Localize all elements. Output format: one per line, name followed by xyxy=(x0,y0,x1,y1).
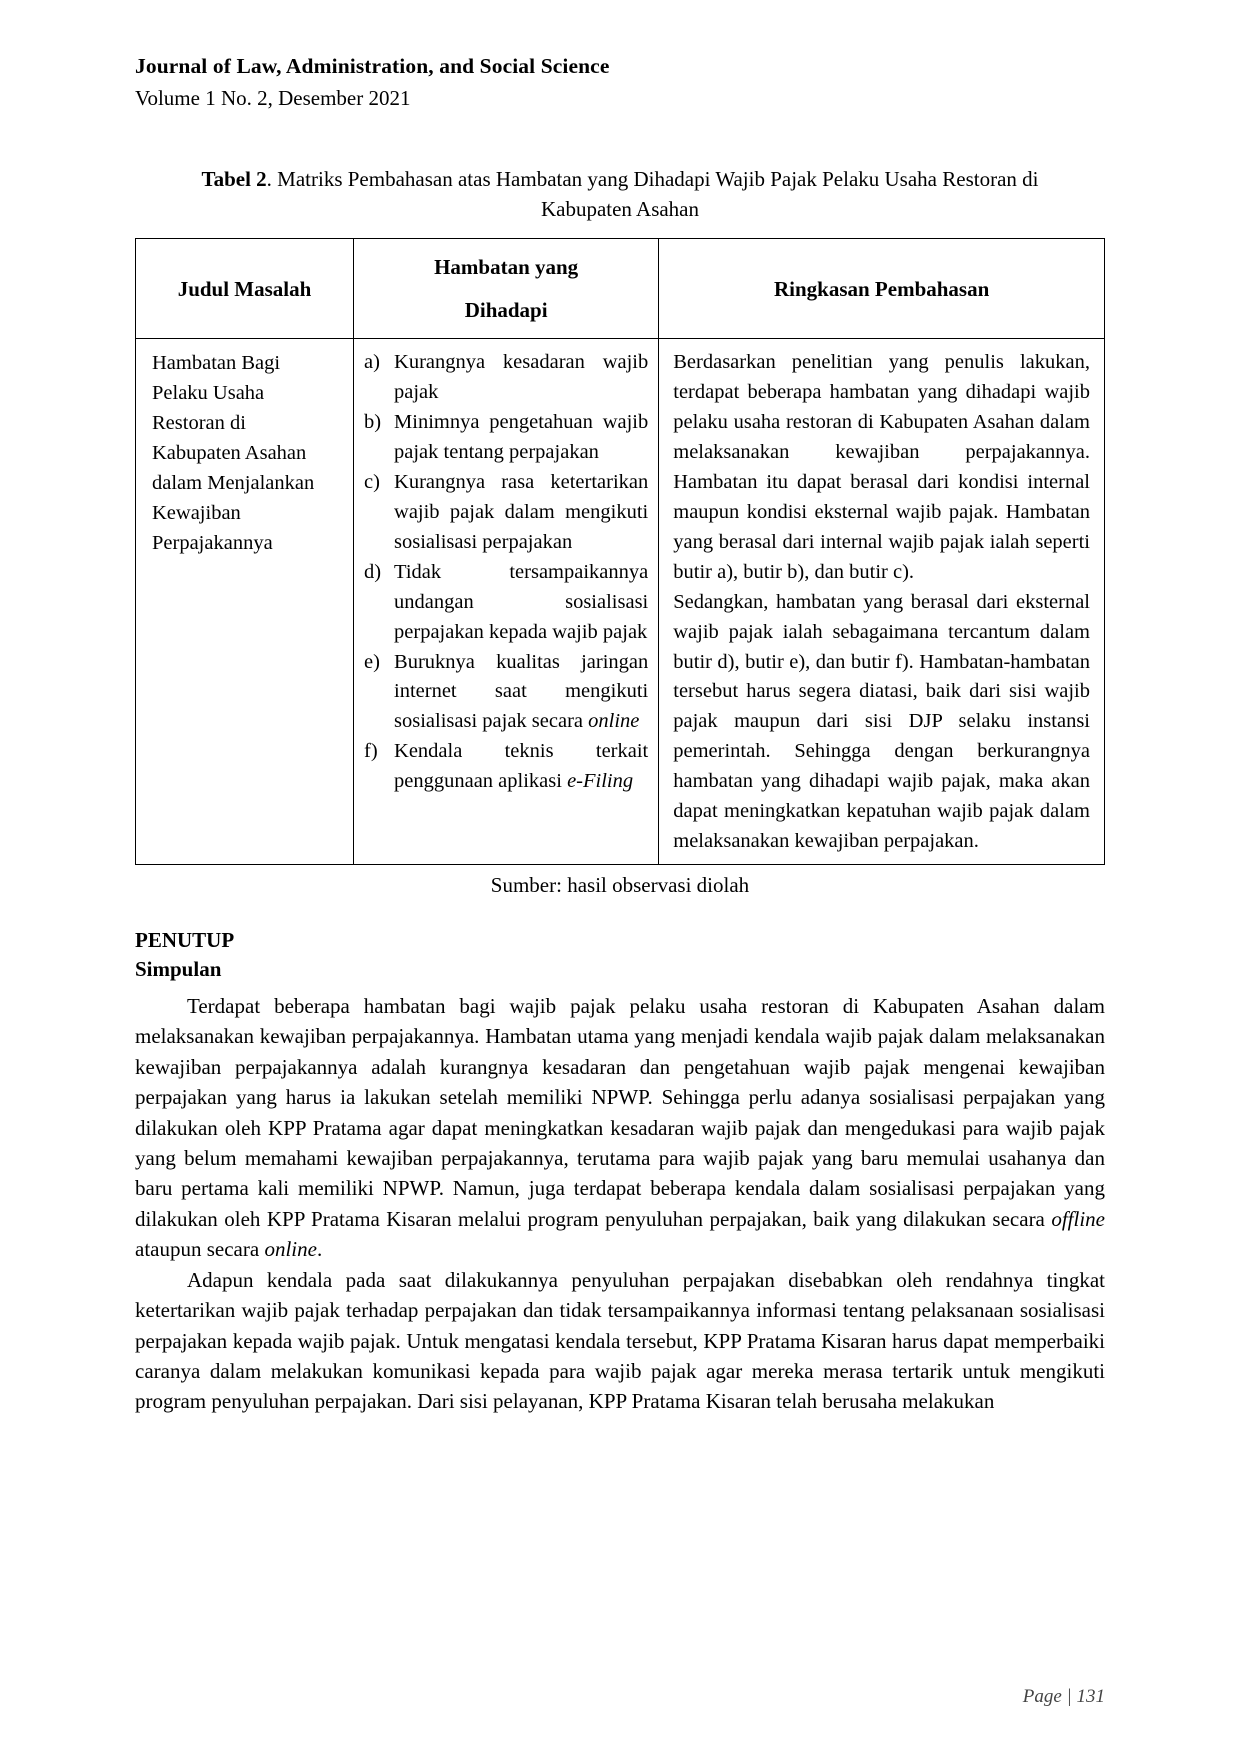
list-text: Tidak tersampaikannya undangan sosialisasi perpajakan kepada wajib pajak xyxy=(394,560,649,643)
list-text: Minimnya pengetahuan wajib pajak tentang perpajakan xyxy=(394,411,649,464)
table-caption-label: Tabel 2 xyxy=(201,167,267,192)
header-hambatan-line1: Hambatan yang xyxy=(434,255,579,280)
header-cell-ringkasan: Ringkasan Pembahasan xyxy=(659,239,1105,339)
paragraph-italic-offline: offline xyxy=(1051,1206,1105,1231)
page-footer: Page | 131 xyxy=(1022,1686,1105,1707)
list-marker: a) xyxy=(364,351,380,374)
list-item xyxy=(364,468,648,558)
ringkasan-paragraph: Sedangkan, hambatan yang berasal dari eksternal wajib pajak ialah sebagaimana tercantum dalam butir d), butir e), dan butir f). Hambatan-hambatan tersebut harus segera diatasi, baik dari sisi wajib pajak maupun dari sisi DJP selaku instansi pemerintah. Sehingga dengan berkurangnya hambatan yang dihadapi wajib pajak, maka akan dapat meningkatkan kepatuhan wajib pajak dalam melaksanakan kewajiban perpajakan. xyxy=(673,590,1090,853)
judul-line: Kabupaten Asahan xyxy=(152,442,307,465)
ringkasan-paragraph: Berdasarkan penelitian yang penulis lakukan, terdapat beberapa hambatan yang dihadapi wajib pelaku usaha restoran di Kabupaten Asahan dalam melaksanakan kewajiban perpajakannya. Hambatan itu dapat berasal dari kondisi internal maupun kondisi eksternal wajib pajak. Hambatan yang berasal dari internal wajib pajak ialah seperti butir a), butir b), dan butir c). xyxy=(673,351,1090,583)
hambatan-list xyxy=(364,348,648,797)
table-header-row xyxy=(136,239,1105,339)
list-text: Buruknya kualitas jaringan internet saat mengikuti sosialisasi pajak secara xyxy=(394,650,649,733)
header-cell-hambatan xyxy=(354,239,659,339)
judul-line: Perpajakannya xyxy=(152,531,273,554)
cell-hambatan xyxy=(354,339,659,865)
paragraph-text: ataupun secara xyxy=(135,1237,265,1262)
journal-title: Journal of Law, Administration, and Social Science xyxy=(135,54,610,78)
paragraph-text: . xyxy=(316,1237,323,1262)
section-subheading-simpulan: Simpulan xyxy=(135,957,222,982)
judul-line: dalam Menjalankan xyxy=(152,472,315,495)
header-cell-judul-masalah: Judul Masalah xyxy=(136,239,354,339)
list-text: Kurangnya kesadaran wajib pajak xyxy=(394,351,649,404)
list-marker: b) xyxy=(364,411,382,434)
judul-line: Pelaku Usaha xyxy=(152,382,265,405)
closing-paragraph-2: Adapun kendala pada saat dilakukannya penyuluhan perpajakan disebabkan oleh rendahnya tingkat ketertarikan wajib pajak terhadap perpajakan dan tidak tersampaikannya informasi tentang pelaksanaan sosialisasi perpajakan kepada wajib pajak. Untuk mengatasi kendala tersebut, KPP Pratama Kisaran harus dapat memperbaiki caranya dalam melakukan komunikasi kepada para wajib pajak agar mereka merasa tertarik untuk mengikuti program penyuluhan perpajakan. Dari sisi pelayanan, KPP Pratama Kisaran telah berusaha melakukan xyxy=(135,1267,1105,1414)
list-marker: f) xyxy=(364,740,378,763)
section-heading-penutup: PENUTUP xyxy=(135,928,235,952)
table-caption xyxy=(135,165,1105,224)
list-item xyxy=(364,558,648,648)
judul-line: Kewajiban xyxy=(152,501,241,524)
header-hambatan-line2: Dihadapi xyxy=(464,297,548,322)
table-body xyxy=(136,339,1105,865)
table-source: Sumber: hasil observasi diolah xyxy=(490,873,750,897)
list-item xyxy=(364,348,648,408)
table-header xyxy=(136,239,1105,339)
list-item xyxy=(364,408,648,468)
table-caption-text: . Matriks Pembahasan atas Hambatan yang Dihadapi Wajib Pajak Pelaku Usaha Restoran di Kabupaten Asahan xyxy=(266,167,1039,221)
list-item xyxy=(364,737,648,797)
cell-judul-masalah xyxy=(136,339,354,865)
list-text: Kurangnya rasa ketertarikan wajib pajak dalam mengikuti sosialisasi perpajakan xyxy=(394,471,649,553)
closing-paragraph-1 xyxy=(135,991,1105,1265)
list-item xyxy=(364,648,648,738)
matrix-table xyxy=(135,238,1105,865)
list-text: Kendala teknis terkait penggunaan aplikasi xyxy=(394,740,649,793)
paragraph-italic-online: online xyxy=(264,1237,317,1262)
list-text-italic: online xyxy=(588,710,640,733)
table-row xyxy=(136,339,1105,865)
paragraph-text: Terdapat beberapa hambatan bagi wajib pajak pelaku usaha restoran di Kabupaten Asahan dalam melaksanakan kewajiban perpajakannya. Hambatan utama yang menjadi kendala wajib pajak dalam melaksanakan kewajiban perpajakannya adalah kurangnya kesadaran dan pengetahuan wajib pajak mengenai kewajiban perpajakan yang harus ia lakukan setelah memiliki NPWP. Sehingga perlu adanya sosialisasi perpajakan yang dilakukan oleh KPP Pratama agar dapat meningkatkan kesadaran wajib pajak dan mengedukasi para wajib pajak yang belum memahami kewajiban perpajakannya, terutama para wajib pajak yang baru memulai usahanya dan baru pertama kali memiliki NPWP. Namun, juga terdapat beberapa kendala dalam sosialisasi perpajakan yang dilakukan oleh KPP Pratama Kisaran melalui program penyuluhan perpajakan, baik yang dilakukan secara xyxy=(135,993,1105,1231)
journal-volume: Volume 1 No. 2, Desember 2021 xyxy=(135,86,411,111)
header-spacer xyxy=(362,284,650,294)
list-marker: d) xyxy=(364,560,382,583)
judul-masalah-lines xyxy=(146,346,343,558)
judul-line: Hambatan Bagi xyxy=(152,352,281,375)
list-marker: c) xyxy=(364,471,380,494)
list-text-italic: e-Filing xyxy=(567,770,634,793)
ringkasan-body xyxy=(669,346,1094,857)
judul-line: Restoran di xyxy=(152,412,246,435)
cell-ringkasan xyxy=(659,339,1105,865)
list-marker: e) xyxy=(364,650,380,673)
